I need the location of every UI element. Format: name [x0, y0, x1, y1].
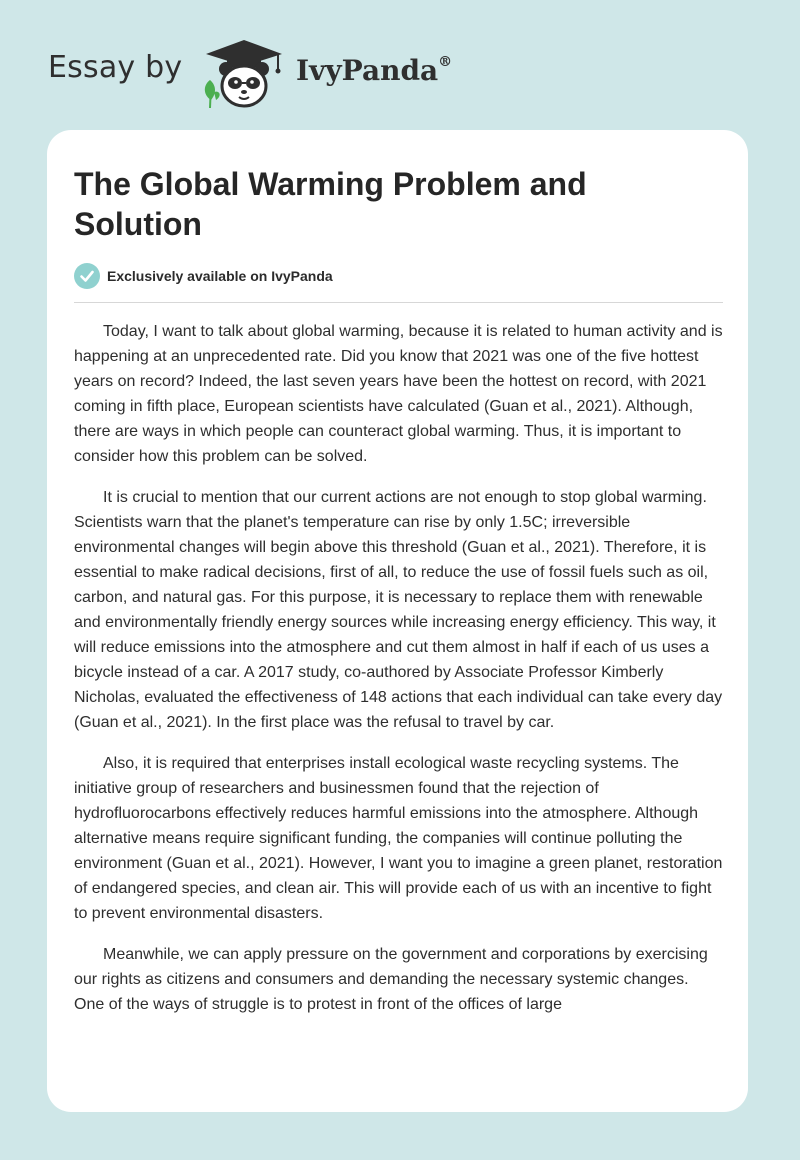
paragraph: Meanwhile, we can apply pressure on the government and corporations by exercising our rights as citizens and consumers and demanding the necessary systemic changes. One of the ways of struggle is to protest in front of the offices of large — [74, 946, 708, 1013]
paragraph: It is crucial to mention that our current actions are not enough to stop global warming. Scientists warn that the planet's temperature can rise by only 1.5C; irreversible environmental changes will begin above this threshold (Guan et al., 2021). Therefore, it is essential to make radical decisions, first of all, to reduce the use of fossil fuels such as oil, carbon, and natural gas. For this purpose, it is necessary to replace them with renewable and environmentally friendly energy sources while increasing energy efficiency. This way, it will reduce emissions into the atmosphere and cut them almost in half if each of us uses a bicycle instead of a car. A 2017 study, co-authored by Associate Professor Kimberly Nicholas, evaluated the effectiveness of 148 actions that each individual can take every day (Guan et al., 2021). In the first place was the refusal to travel by car. — [74, 489, 723, 731]
panda-logo-icon[interactable] — [198, 34, 290, 110]
essay-body — [74, 319, 723, 1033]
paragraph: Also, it is required that enterprises install ecological waste recycling systems. The initiative group of researchers and businessmen found that the rejection of hydrofluorocarbons effectively reduces harmful emissions into the atmosphere. Although alternative means require significant funding, the companies will continue polluting the environment (Guan et al., 2021). However, I want you to imagine a green planet, restoration of endangered species, and clean air. This will provide each of us with an incentive to fight to prevent environmental disasters. — [74, 755, 723, 922]
essay-by-label: Essay by — [48, 50, 183, 85]
page-title: The Global Warming Problem and Solution — [74, 166, 587, 242]
check-circle-icon — [74, 263, 100, 289]
brand-text: IvyPanda — [296, 54, 439, 87]
essay-card — [47, 130, 748, 1112]
exclusive-badge — [74, 263, 333, 289]
divider — [74, 302, 723, 303]
trademark-symbol: ® — [438, 54, 453, 70]
exclusive-badge-label: Exclusively available on IvyPanda — [107, 268, 333, 284]
brand-name[interactable] — [296, 54, 452, 87]
paragraph: Today, I want to talk about global warming, because it is related to human activity and is happening at an unprecedented rate. Did you know that 2021 was one of the five hottest years on record? Indeed, the last seven years have been the hottest on record, with 2021 coming in fifth place, European scientists have calculated (Guan et al., 2021). Although, there are ways in which people can counteract global warming. Thus, it is important to consider how this problem can be solved. — [74, 323, 723, 465]
site-header — [0, 0, 800, 130]
